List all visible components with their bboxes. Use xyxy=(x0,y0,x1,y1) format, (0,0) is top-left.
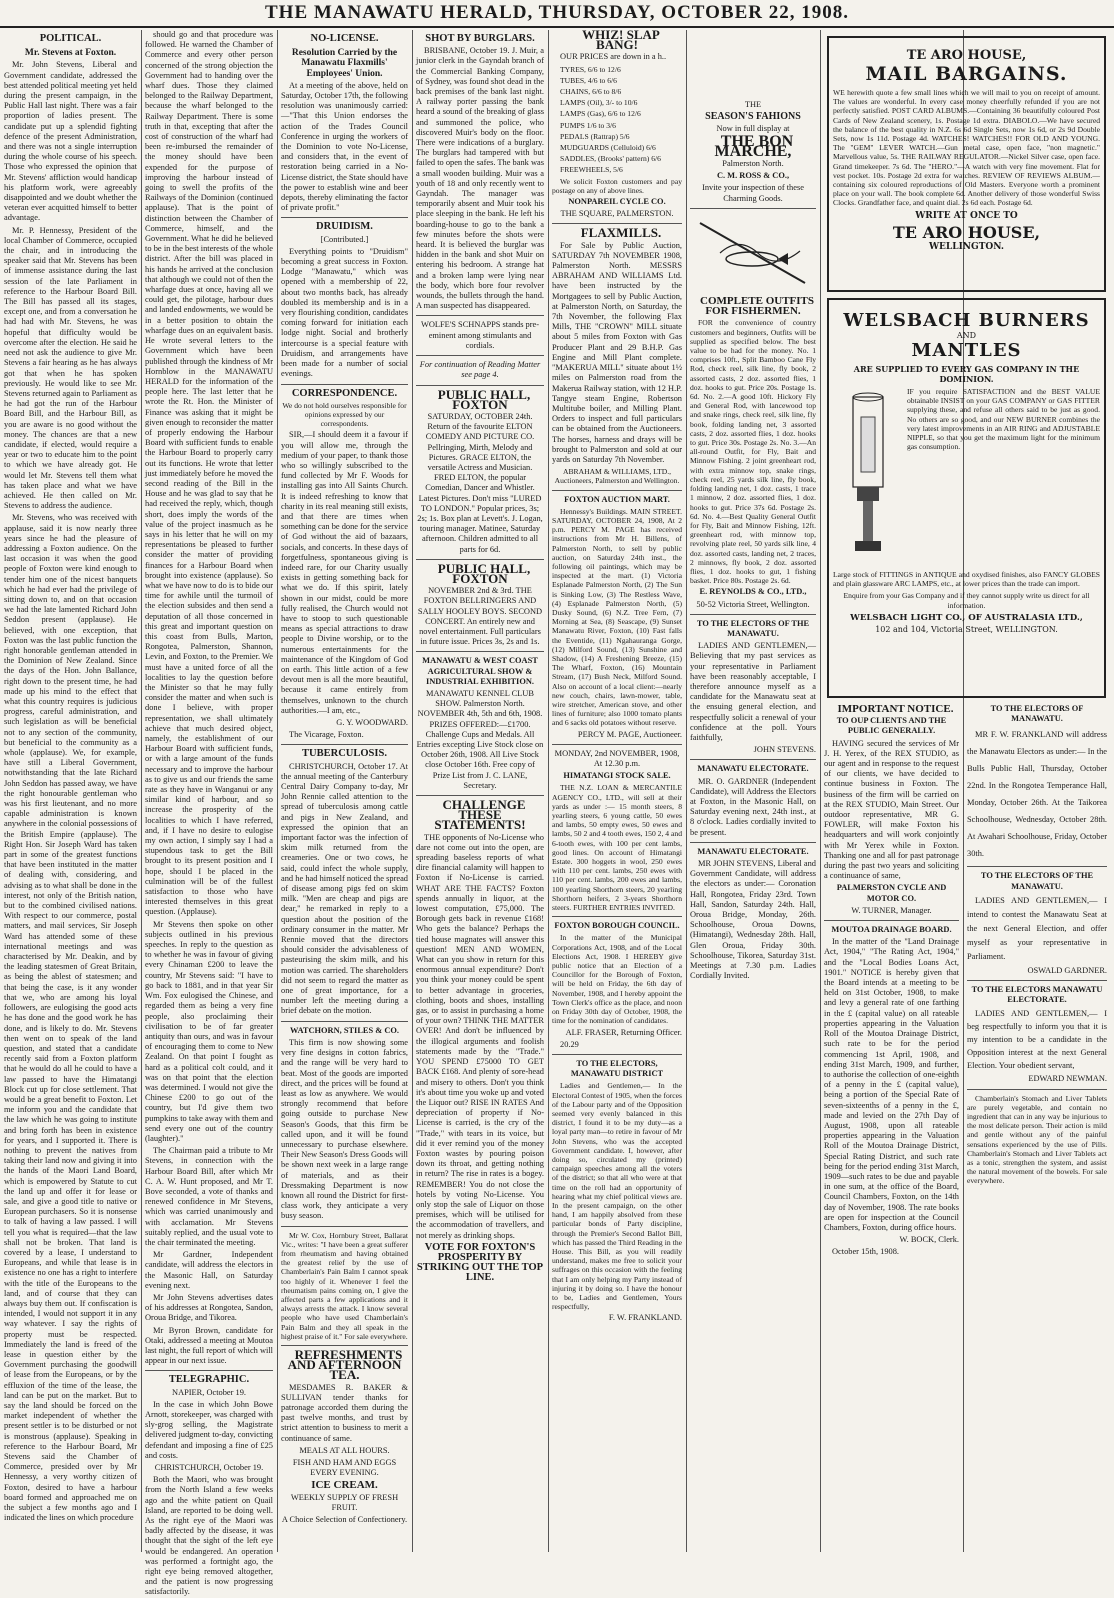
frankland-electors-heading: TO THE ELECTORS OF MANAWATU. xyxy=(990,704,1084,724)
notice-subheading: TO OUP CLIENTS AND THE PUBLIC GENERALLY. xyxy=(836,716,947,736)
flaxmills-sign: ABRAHAM & WILLIAMS, LTD., Auctioneers, Palmerston and Wellington. xyxy=(554,467,680,486)
notice-text: HAVING secured the services of Mr J. H. Yerex, of the REX STUDIO, as our agent and in response to the request of our clients, we have decided to continue business in Foxton. The business of the firm will be carried on at the REX STUDIO, Main Street. Our outdoor representative, MR G. FOWLER, will make Foxton his headquarters and will work conjointly with Mr Yerex while in Foxton. Thanking one and all for past patronage during the past two years and soliciting a continuance of same, xyxy=(824,738,959,881)
telegraphic-heading: TELEGRAPHIC. xyxy=(168,1374,250,1386)
price-item: PEDALS (Rattrap) 5/6 xyxy=(560,131,630,141)
column-1 xyxy=(4,30,137,1552)
no-license-subheading: Resolution Carried by the Manawatu Flaxmills' Employees' Union. xyxy=(291,48,398,79)
show-text: MANAWATU KENNEL CLUB SHOW. Palmerston North. NOVEMBER 4th, 5th and 6th, 1908. PRIZES OFFERED:—£1700. Challenge Cups and Medals. All Entries excepting Live Stock close on October 26th, 1908. All Live Stock close October 16th. Free copy of Prize List from J. C. LANE, Secretary. xyxy=(416,688,544,790)
whiz-note: We solicit Foxton customers and pay postage on any of above lines. xyxy=(552,176,682,195)
gardner-electors-text: LADIES AND GENTLEMEN,— I intend to contest the Manawatu Seat at the next General Election, and offer myself as your representative in Parliament. xyxy=(967,895,1107,961)
season-heading: SEASON'S FAHIONS xyxy=(705,111,801,123)
price-item: CHAINS, 6/6 to 8/6 xyxy=(560,87,622,97)
gardner-electors-sign: OSWALD GARDNER. xyxy=(1027,965,1107,975)
welsbach-heading: WELSBACH BURNERS xyxy=(843,310,1090,331)
no-license-para: At a meeting of the above, held on Saturday, October 17th, the following resolution was unanimously carried:—"That this Union endorses the action of the Trades Council Conference in urging the workers of the Dominion to vote No-License, and considers that, in the event of restoration being carried in a No-License district, the State should have the power to establish wine and beer depots, thereby eliminating the factor of private profit." xyxy=(281,80,408,213)
flaxmills-heading: FLAXMILLS. xyxy=(580,225,662,241)
gardner-electors-heading: TO THE ELECTORS OF THE MANAWATU. xyxy=(980,871,1094,891)
flaxmills-text: For Sale by Public Auction, SATURDAY 7th NOVEMBER 1908, Palmerston North. MESSRS ABRAHAM AND WILLIAMS Ltd. have been instructed by the Mortgagees to sell by Public Auction, at Palmerston North, on Saturday, the 7th November, the following Flax Mills, THE "CROWN" MILL situate about 5 miles from Foxton with Gas Producer Plant and 29 B.H.P. Gas Engine and Mill Plant complete. "MAKERUA MILL" situate about 1½ miles on Palmerston road from the Makerua Railway station, with 12 H.P. Tangye steam Engine, Robertson Multitube boiler, and Milling Plant. Orders to inspect and full particulars can be obtained from the Auctioneers. The horses, harness and drays will be brought to Palmerston and sold at our yards on Saturday 7th November. xyxy=(552,240,682,464)
newman-text: LADIES AND GENTLEMEN,— I beg respectfully to inform you that it is my intention to be a candidate in the Opposition interest at the next General Election. Your obedient servant, xyxy=(967,1009,1107,1071)
political-para: Mr. Stevens, who was received with applause, said it is now nearly three years since he had the pleasure of addressing a Foxton audience. On the last occasion it was when the good people of Foxton were kind enough to tender him one of the nicest banquets which he had ever had the privilege of sitting down to, and on that occasion we had the late lamented Richard John Seddon present (applause). He believed, with one exception, that Foxton was the last public function the right honorable gentleman attended in the Dominion of New Zealand. Since the days of the Hon. John Ballance, right down to the present time, he had made up his mind to the effect that what this country requires is judicious progress, careful administration, and such legislation as will be beneficial not to any section of the community, but beneficial to the community as a whole (applause). We, for example, have still a Liberal Government, notwithstanding that the late Richard John Seddon has passed away, we have the right honourable gentleman who was his first lieutenant, and no more capable administration is known anywhere in the colonial possessions of the British Empire (applause). The Right Hon. Sir Joseph Ward has taken part in some of the greatest functions that have been instituted in the matter of dealing with, considering, and advising as to what shall be done in the interest, not only of the British nation, but to the combined civilised nations. With respect to our commerce, postal matters, and mail services, Sir Joseph Ward has attended some of these international meetings and was characterised by Mr. Deakin, and by the leading statesmen of Great Britain, as being the ablest of statesmen; and that being the case, is it any wonder that we, who are among his loyal followers, are eulogising the good acts he has done and the good work he has done, and is likely to do. Mr. Stevens then went on to speak of the land question, and stated that a candidate recently said from a Foxton platform that he would do all he could to have a law passed to have the Himatangi Block cut up for close settlement. That would be a great benefit to Foxton. Let me inform you and the candidate that the law which he was going to institute and bring forth has been in existence for years, and I supported it. There is nothing to prevent the natives from taking their land now and giving it into the hands of the Maori Land Board, which is empowered by Statute to cut the land up and offer it for lease or sale, and give a good title to native or European purchasers. So it is nonsense to talk of having a law passed. I will tell you what is required—that the law shall not be broken. That land is covered by a lease, I understand to Europeans, and while that lease is in existence no one has a right to interfere with the title of the Europeans to the land, and of course that they can always buy them out. If confiscation is intended, I would not support it in any way whatever. I say the rights of property must be respected. Immediately the land is freed of the lease in question either by the Government purchasing the goodwill of lease from the Europeans, or by the effluxion of the time of the lease, the land can be put on the market. But to say the land should be forced on the market independent of whether the present settler is to be disturbed or not is monstrous (applause). Speaking in reference to the Harbour Board, Mr Stevens said the Chamber of Commerce, presided over by Mr Hennessy, a very worthy citizen of Foxton, desired to have a harbour board formed and approached me on the subject a few months ago and I indicated the lines on which procedure xyxy=(4,513,137,1523)
council-text: In the matter of the Municipal Corporations Act, 1908, and of the Local Elections Act, 1908. I HEREBY give public notice that an Election of a Councillor for the Borough of Foxton, will be held on Friday, the 6th day of November, 1908, and I hereby appoint the Town Clerk's office as the place, and noon on Friday 30th day of October, 1908, the time for the nomination of candidates. xyxy=(552,933,682,1026)
political-cont-para: Mr Stevens then spoke on other subjects outlined in his previous speeches. In reply to the question as to whether he was in favour of giving every Chinaman £200 to leave the country, Mr Stevens said: "I have to go back to 1881, and in that year Sir Wm. Fox eulogised the Chinese, and regarded them as being a very fine people, also proclaiming their civilisation to be of far greater antiquity than ours, and was in favour of encouraging them to come to New Zealand. On that point I fought as hard as a political colt could, and it was on that point that the election was determined. I would not give the Chinese £200 to go out of the country, but I'd give them two pumpkins to take away with them and send every one out of the country (laughter)." xyxy=(145,919,273,1143)
moutoa-text: In the matter of the "Land Drainage Act, 1904," "The Rating Act, 1904," and the "Local Bodies Loans Act, 1901." NOTICE is hereby given that the Board intends at a meeting to be held on 31st October, 1908, to make and levy a general rate of one farthing in the £ (capital value) on all rateable properties appearing in the Valuation Roll of the Moutoa Drainage District, such rate to be for the period commencing 1st April, 1908, and ending 31st March, 1909, and further, to authorise the collection of one-eighth of a penny in the £ (capital value), being a portion of the Special Rate of seven-sixteenths of a penny in the £, made and levied on the 27th Day of August, 1908, upon all rateable properties appearing in the Valuation Roll of the Moutoa Drainage District, Special Rating District, and such rate being for the period ending 31st March, 1909—such rates to be due and payable in one sum, at the office of the Board, Council Chambers, Foxton, on the 14th day of November, 1908. The rate books are open for inspection at the Council Chambers, Foxton, during office hours. xyxy=(824,937,959,1232)
welsbach-text-3: Enquire from your Gas Company and if they cannot supply write us direct for all information. xyxy=(843,591,1090,610)
political-cont-para: Mr Byron Brown, candidate for Otaki, addressed a meeting at Moutoa last night, the full report of which will appear in our next issue. xyxy=(145,1325,273,1366)
newman-heading: TO THE ELECTORS MANAWATU ELECTORATE. xyxy=(971,985,1103,1005)
telegraphic-para: In the case in which John Bowe Arnott, storekeeper, was charged with sly-grog selling, the Magistrate delivered judgment to-day, convicting defendant and imposing a fine of £25 and costs. xyxy=(145,1399,273,1460)
mail-bargains-text: WE herewith quote a few small lines which we will mail to you on receipt of amount. The values are wonderful. In every case money cheerfully refunded if you are not perfectly satisfied. POST CARD ALBUMS.—Containing 36 beautifully coloured Post Cards of New Zealand scenery, 1s. Postage 1d extra. DIABOLO.—We have secured the balance of the best quality in N.Z. 6s 6d Single Sets, now 1s 6d, or 2s 9d Double Sets, now 1s 11d. Postage 4d. WATCHES! WATCHES!! FOR OLD AND YOUNG. The "GEM" LEVER WATCH.—Gun metal case, open face, "non magnetic." Marvellous value, 5s. THE RAILWAY REGULATOR.—Nickel Silver case, open face. Grand timekeeper. 7s 6d. The "HERO."—A watch with very fine movement. Flat for vest pocket. 10s. Postage 2d extra for watches. REVIEW OF REVIEWS ALBUM.—containing six coloured reproductions of Old Masters. Everyone worth a prominent place on your wall. The book complete 6d. Another delivery of those wonderful Swiss Clocks. Grandfather face, and quaint dial. 2s 6d each. Postage 6d. xyxy=(833,88,1100,208)
welsbach-text-2: Large stock of FITTINGS in ANTIQUE and oxydised finishes, also FANCY GLOBES and plain glassware ARC LAMPS, etc., at lower prices than the trade can import. xyxy=(833,570,1100,589)
write-at-once: WRITE AT ONCE TO xyxy=(915,210,1018,221)
column-6 xyxy=(690,30,816,1552)
price-item: LAMPS (Gas), 6/6 to 12/6 xyxy=(560,109,641,119)
refreshments-line: MEALS AT ALL HOURS. xyxy=(299,1445,390,1455)
bon-marche-name: THE BON MARCHE, xyxy=(714,132,794,160)
continuation-note: For continuation of Reading Matter see page 4. xyxy=(419,360,541,380)
watchorn-text: This firm is now showing some very fine designs in cotton fabrics, and the range will be very hard to beat. Most of the goods are imported direct, and the prices will be found at least as low as anywhere. We would strongly recommend that before going outside to purchase New Season's Goods, that this firm be called upon, and it will be found unnecessary to purchase elsewhere. Their New Season's Dress Goods will be shown next week in a large range of materials, and as their Dressmaking Department is now known all round the District for first-class work, they anticipate a very busy season. xyxy=(281,1037,408,1221)
political-subheading: Mr. Stevens at Foxton. xyxy=(24,48,117,59)
welsbach-supplied: ARE SUPPLIED TO EVERY GAS COMPANY IN THE DOMINION. xyxy=(853,364,1080,384)
correspondence-note: We do not hold ourselves responsible for opinions expressed by our correspondents. xyxy=(282,400,407,429)
druidism-sub: [Contributed.] xyxy=(320,234,369,244)
masthead: THE MANAWATU HERALD, THURSDAY, OCTOBER 22, 1908. xyxy=(0,0,1114,28)
ross-name: C. M. ROSS & CO., xyxy=(716,171,790,181)
dateline: CHRISTCHURCH, October 19. xyxy=(154,1463,264,1473)
tuberculosis-para: CHRISTCHURCH, October 17. At the annual meeting of the Canterbury Central Dairy Company to-day, Mr John Rennie called attention to the spread of tuberculosis among cattle and pigs in New Zealand, and expressed the opinion that an important factor was the infection of skim milk returned from the creameries. One or two cows, he said, could infect the whole supply, and he had himself noticed the spread of disease among pigs fed on skim milk. "Men are cheap and pigs are dear," he remarked in reply to a question about the position of the ordinary consumer in the matter. Mr Rennie moved that the directors should consider the advisableness of pasteurising the skim milk, and his motion was carried. The shareholders did not seem to regard the matter as one of great importance, for a number left the meeting during a brief debate on the motion. xyxy=(281,761,408,1016)
stevens-heading: TO THE ELECTORS OF THE MANAWATU. xyxy=(696,618,810,638)
nonpareil-address: THE SQUARE, PALMERSTON. xyxy=(560,209,674,219)
political-para: Mr. P. Hennessy, President of the local Chamber of Commerce, occupied the chair, and in introducing the speaker said that Mr. Stevens has been of immense assistance during the last session of the late Parliament in reference to the Harbour Board Bill. The Bill has passed all its stages, except one, and from a conversation he had had with Mr. Stevens, he was hopeful that difficulty would be overcome after the election. He said he need not ask the audience to give Mr. Stevens a fair hearing as he has always got that when he has spoken previously. He would like to see Mr. Stevens returned again to Parliament as he had got the run of the Harbour Board Bill, and the Harbour Bill, as you are aware is no good without the money. The chances are that a new candidate, if elected, would require a year or two to educate him to the point to which we have already got. He would let Mr. Stevens tell them what has taken place and what we have achieved. He then called on Mr. Stevens to address the audience. xyxy=(4,225,137,511)
dateline: NAPIER, October 19. xyxy=(172,1387,246,1397)
notice-sign: PALMERSTON CYCLE AND MOTOR CO. xyxy=(836,883,947,903)
price-item: PUMPS 1/6 to 3/6 xyxy=(560,120,616,130)
column-3 xyxy=(281,30,408,1552)
welsbach-text: IF you require SATISFACTION and the BEST VALUE obtainable INSIST on your GAS COMPANY or GAS FITTER supplying these, and refuse all others said to be just as good. No others are so good, and our NEW BURNER combines the very latest improvements in an AIR RING and ADJUSTABLE NIPPLE, so that you get the maximum light for the minimum gas consumption. xyxy=(907,387,1100,452)
fishermen-heading: COMPLETE OUTFITS FOR FISHERMEN. xyxy=(700,295,814,318)
refreshments-line: WEEKLY SUPPLY OF FRESH FRUIT. xyxy=(290,1492,399,1512)
wolfe-text: WOLFE'S SCHNAPPS stands pre-eminent among stimulants and cordials. xyxy=(420,320,540,350)
hall-heading: PUBLIC HALL, FOXTON xyxy=(437,386,531,412)
frankland-electors-text: MR F. W. FRANKLAND will address the Manawatu Electors as under:— In the Bulls Public Hall, Thursday, October 22nd. In the Rongotea Temperance Hall, Monday, October 26th. At the Taikorea Schoolhouse, Wednesday, October 28th. At Awahari Schoolhouse, Friday, October 30th. xyxy=(967,730,1107,859)
te-aro-city: WELLINGTON. xyxy=(928,241,1005,252)
whiz-text: OUR PRICES are down in a h.. xyxy=(560,52,667,62)
price-item: SADDLES, (Brooks' pattern) 6/6 xyxy=(560,154,661,164)
correspondence-para: SIR,—I should deem it a favour if you will allow me, through the medium of your paper, to thank those who so willingly subscribed to the fund collected by Mr F. Woods for installing gas into All Saints Church. It is indeed refreshing to know that charity in its real meaning still exists, and that there are times when something can be done for the service of God without the aid of bazaars, socials, and concerts. In these days of forgetfulness, spontaneous giving is indeed rare, for our Charity usually exists in getting something back for what we do. If this spirit, lately shown in our midst, could be more fully realised, the Church would not have to stoop to such questionable means as special attractions to draw people to Divine worship, or to the numerous entertainments for the maintenance of the Kingdom of God on earth. This little action of a few devout men is all the more beautiful, because it came entirely from themselves, unknown to the church authorities.—I am, etc., xyxy=(281,430,408,715)
watchorn-name: WATCHORN, STILES & CO. xyxy=(290,1025,399,1035)
fishermen-text: FOR the convenience of country customers and beginners, Outfits will be supplied as specified below. The best value to be had for the money. No. 1 comprises 10ft., Split Bamboo Cane Fly Rod, check reel, silk line, fly book, 2 assorted casts, 2 doz. assorted flies, 1 doz. hooks to gut. Price 20s. Postage 1s. 6d. No. 2.—A good 10ft. Hickory Fly and General Rod, with lancewood top and snake rings, check reel, silk line, fly book, folding landing net, 3 assorted casts, 2 doz. assorted flies, 1 doz. hooks to gut. Price 30s. Postage 2s. No. 3.—An all-round Outfit, for Fly, Bait and Minnow Fishing. 2 joint greenheart rod, with extra minnow top, snake rings, check reel, 25 yards silk line, fly book, folding landing net, 1 doz. casts, 1 trace 1 minnow, 2 doz. assorted flies, 1 doz. hooks to gut. Price 37s 6d. Postage 2s. 6d. No. 4.—Best Quality General Outfit for Fly, Bait and Minnow Fishing, 12ft. greenheart rod, with minnow top, revolving plate reel, 50 yards silk line, 4 doz. assorted casts, landing net, 2 traces, 2 minnows, fly book, 2 doz. assorted flies, 1 doz. hooks to gut, 1 fishing basket. Price 80s. Postage 2s. 6d. xyxy=(690,318,816,586)
hall-text: SATURDAY, OCTOBER 24th. Return of the favourite ELTON COMEDY AND PICTURE CO. Pellringing, Mirth, Melody and Pictures. GRACE ELTON, the versatile Actress and Musician. FRED ELTON, the popular Comedian, Dancer and Whistler. Latest Pictures. Don't miss "LURED TO LONDON." Popular prices, 3s; 2s; 1s. Box plan at Levett's. J. Logan, touring manager. Matinee, Saturday afternoon. Children admitted to all parts for 6d. xyxy=(417,411,543,554)
season-the: THE xyxy=(744,100,762,109)
political-cont-para: should go and that procedure was followed. He warned the Chamber of Commerce and every other person concerned of the strong objection the Government had to handing over the wharf dues. Those they claimed belonged to the Railway Department, because the wharf belonged to the Railway Department. There is some truth in that, excepting that after the cost of construction of the wharf had been re-imbursed the remainder of the money should have been expended for the purpose of improving the harbour instead of going to swell the profits of the Railways of the Dominion (continued applause). That is the point of distinction between the Chamber of Commerce, himself, and the Government. What he did he believed to be in the best interests of the whole district. After the bill was placed in his hands he arrived at the conclusion that although we could not of then the wharfage dues at once, having all we could get, the pilotage, harbour dues and landed endowments, we would be in a better position to obtain the wharfage dues on an equivalent basis. He wrote several letters to the Government which have been published through the kindness of Mr Hornblow in the MANAWATU HERALD for the information of the people here. The last letter that he wrote the Rt. Hon. the Minister of Finance was asking that it might be given enough to reconsider the matter of properly endowing the Harbour Board with sufficient funds to enable the Harbour Board to properly carry out its functions. He wrote that letter just immediately before he moved the second reading of the Bill in the House and he was glad to say that he had received the reply, which, though short, does imply the words of the value of the project inasmuch as he says in his letter that he will on my representations be pleased to further consider the matter of providing finances for a Harbour Board when brought into existence (applause). So what we have now to do is to bide our time for awhile until the turmoil of the election subsides and then send a deputation of all those concerned in this great and important question on this coast from Bulls, Marton, Rongotea, Palmerston, Shannon, Levin, and Foxton, to the Premier. We must have a united force of all the localities to lay the question before the Minister so that he may fully consider the matter and when such is done I believe, with proper representation, we shall ultimately achieve that much desired object, namely, the establishment of our Harbour Board with sufficient funds, or with a large amount of the funds necessary and to improve the harbour as to give us and our friends the same rate as they have in Wanganui or any similar kind of harbour, and so increase the prosperity of the localities to which I have referred, and, if I have no desire to eulogise my own action, I simply say I had a stupendous task to get the Bill brought to its present position and I hope, should I be placed in the culmination will be of the fullest satisfaction to those who have interested themselves in this great question. (Applause). xyxy=(145,30,273,917)
moutoa-heading: MOUTOA DRAINAGE BOARD. xyxy=(831,925,952,935)
moutoa-sign: W. BOCK, Clerk. xyxy=(899,1235,959,1245)
council-date: 20.29 xyxy=(560,1039,579,1049)
stock-text: THE N.Z. LOAN & MERCANTILE AGENCY CO., LTD., will sell at their yards as under :— 15 month steers, 8 yearling steers, 6 young cattle, 50 ewes and lambs, 50 empty ewes, 50 ewes and lambs, 50 2 and 4 tooth ewes, 150 2, 4 and 6-tooth ewes, with 100 per cent lambs, good lines. On account of Himatangi Estate. 300 hoggets in wool, 250 ewes with 110 per cent. lambs, 250 ewes with 110 per cent. lambs, 200 ewes and lambs, 100 yearling Shorthorn steers, 20 yearling Shorthorn heifers, 2 3-years Shorthorn steers. FURTHER ENTRIES INVITED. xyxy=(552,783,682,913)
reynolds-address: 50-52 Victoria Street, Wellington. xyxy=(696,599,810,609)
political-cont-para: Mr Gardner, Independent candidate, will address the electors in the Masonic Hall, on Saturday evening next. xyxy=(145,1250,273,1290)
challenge-heading: CHALLENGE THESE STATEMENTS! xyxy=(434,797,526,833)
gas-lamp-illustration xyxy=(833,387,903,567)
price-item: LAMPS (Oil), 3/- to 10/6 xyxy=(560,98,638,108)
political-para: Mr. John Stevens, Liberal and Government candidate, addressed the best attended political meeting yet held during the present campaign, in the Public Hall last night. There was a fair proportion of ladies present. The candidate put up a splendid fighting defence of the present Administration, and there was not a single interruption during the whole course of his speech. Those who expressed the opinion that Mr. Stevens' affliction would handicap his platform work, were agreeably disappointed and we doubt whether the veteran ever acquitted himself to better advantage. xyxy=(4,60,137,223)
notice-sign-2: W. TURNER, Manager. xyxy=(851,905,932,915)
council-heading: FOXTON BOROUGH COUNCIL. xyxy=(554,921,680,931)
frankland-sign: F. W. FRANKLAND. xyxy=(608,1313,682,1323)
price-item: MUDGUARDS (Celluloid) 6/6 xyxy=(560,143,656,153)
welsbach-ad xyxy=(827,298,1106,698)
whiz-heading: WHIZ! SLAP BANG! xyxy=(582,27,660,53)
gardner-heading: MANAWATU ELECTORATE. xyxy=(697,764,809,774)
telegraphic-para: Both the Maori, who was brought from the North Island a few weeks ago and the white patient on Quail Island, are reported to be doing well. As the right eye of the Maori was badly affected by the disease, it was thought that the sight of the left eye would be endangered. An operation was performed a fortnight ago, the right eye being removed altogether, and the patient is now progressing satisfactorily. xyxy=(145,1475,273,1597)
fishing-rod-illustration xyxy=(690,213,816,293)
column-7 xyxy=(824,704,959,1552)
mail-bargains-heading: MAIL BARGAINS. xyxy=(865,63,1068,85)
price-item: TUBES, 4/6 to 6/6 xyxy=(560,75,617,85)
reynolds-name: E. REYNOLDS & CO., LTD., xyxy=(699,587,807,597)
ross-text: Invite your inspection of these Charming Goods. xyxy=(702,183,804,203)
stock-heading: HIMATANGI STOCK SALE. xyxy=(563,771,671,781)
column-8 xyxy=(967,704,1107,1552)
mart-heading: FOXTON AUCTION MART. xyxy=(564,494,670,504)
hall2-heading: PUBLIC HALL, FOXTON xyxy=(437,560,531,586)
moutoa-date: October 15th, 1908. xyxy=(832,1247,899,1257)
te-aro-name: TE ARO HOUSE, xyxy=(906,48,1027,63)
stock-date: MONDAY, 2nd NOVEMBER, 1908, At 12.30 p.m. xyxy=(554,748,680,769)
refreshments-line: A Choice Selection of Confectionery. xyxy=(281,1515,408,1525)
js-heading: MANAWATU ELECTORATE. xyxy=(697,846,809,856)
price-item: TYRES, 6/6 to 12/6 xyxy=(560,64,621,74)
refreshments-line: ICE CREAM. xyxy=(311,1479,378,1492)
column-2 xyxy=(145,30,273,1597)
te-aro-name-2: TE ARO HOUSE, xyxy=(892,222,1041,242)
column-5 xyxy=(552,27,682,1552)
correspondence-heading: CORRESPONDENCE. xyxy=(291,387,398,399)
season-text: Now in full display at xyxy=(716,124,790,134)
frankland-heading: TO THE ELECTORS, MANAWATU DISTRICT xyxy=(570,1058,664,1079)
refreshments-heading: REFRESHMENTS AND AFTERNOON TEA. xyxy=(287,1346,403,1383)
stevens-letter: LADIES AND GENTLEMEN,— Believing that my past services as your representative in Parliament have been reasonably acceptable, I therefore announce myself as a candidate for the Manawatu seat at the ensuing general election, and respectfully solicit a renewal of your confidence at the poll. Yours faithfully, xyxy=(690,641,816,742)
correspondence-place: The Vicarage, Foxton. xyxy=(289,730,364,740)
column-4 xyxy=(416,30,544,1552)
druidism-heading: DRUIDISM. xyxy=(316,221,373,233)
stevens-sign: JOHN STEVENS. xyxy=(753,745,816,755)
welsbach-mantles: MANTLES xyxy=(911,340,1022,361)
js-text: MR JOHN STEVENS, Liberal and Government Candidate, will address the electors as under:— Coronation Hall, Rongotea, Friday 23rd. Town Hall, Sandon, Saturday 24th. Hall, Oroua Bridge, Monday, 26th. Schoolhouse, Oroua Downs, (Himatangi), Wednesday 28th. Hall, Glen Oroua, Friday 30th. Schoolhouse, Tikorea, Saturday 31st. Meetings at 7.30 p.m. Ladies Cordially Invited. xyxy=(690,859,816,981)
shot-heading: SHOT BY BURGLARS. xyxy=(425,33,535,44)
refreshments-line: FISH AND HAM AND EGGS EVERY EVENING. xyxy=(292,1458,397,1478)
shot-para: BRISBANE, October 19. J. Muir, a junior clerk in the Gayndah branch of the Commercial Banking Company, of Sydney, was found shot dead in the back premises of the bank last night. A railway porter passing the bank heard a sound of the breaking of glass and summoned the police, who discovered Muir's body on the floor. There were indications of a burglary. The burglars had tampered with but failed to open the safes. The bank was a small wooden building. Muir was a youth of 18 and only recently went to Gayndah. The manager was temporarily absent and Muir took his place sleeping in the bank. He left his boarding-house to go to the bank a few minutes before the shots were heard. It is believed the burglar was hidden in the bank and shot Muir on entering his bedroom. A strange hat and a broken lamp were lying near the body, which bore four revolver wounds, the bullets through the hand. A man suspected has disappeared. xyxy=(416,46,544,311)
chamberlain-text: Chamberlain's Stomach and Liver Tablets are purely vegetable, and contain no ingredient that can in any way be injurious to the most delicate person. Their action is mild and gentle without any of the painful sensations experienced by the use of Pills. Chamberlain's Stomach and Liver Tablets act as a tonic, strengthen the system, and assist the natural movement of the bowels. For sale everywhere. xyxy=(967,1093,1107,1186)
gardner-text: MR. O. GARDNER (Independent Candidate), will Address the Electors at Foxton, in the Masonic Hall, on Saturday evening next, 24th inst., at 8 o'clock. Ladies cordially invited to be present. xyxy=(690,776,816,837)
political-cont-para: The Chairman paid a tribute to Mr Stevens, in connection with the Harbour Board Bill, after which Mr C. A. W. Hunt proposed, and Mr T. Bove seconded, a vote of thanks and renewed confidence in Mr Stevens, which was carried unanimously and with acclamation. Mr Stevens suitably replied, and the usual vote to the chair terminated the meeting. xyxy=(145,1146,273,1247)
refreshments-text: MESDAMES R. BAKER & SULLIVAN tender thanks for patronage accorded them during the past twelve months, and trust by strict attention to business to merit a continuance of same. xyxy=(281,1382,408,1443)
welsbach-company: WELSBACH LIGHT CO., OF AUSTRALASIA LTD., xyxy=(850,612,1083,623)
hall2-text: NOVEMBER 2nd & 3rd. THE FOXTON BELLRINGERS AND SALLY HOOLEY BOYS. SECOND CONCERT. An entirely new and novel entertainment. Full particulars in future issue. Prices 3s, 2s and 1s. xyxy=(417,586,543,647)
welsbach-and: AND xyxy=(956,331,977,340)
council-sign: ALF. FRASER, Returning Officer. xyxy=(565,1027,682,1037)
pain-balm-text: Mr W. Cox, Hornbury Street, Ballarat Vic., writes: "I have been a great sufferer from rheumatism and having obtained the greatest relief by the use of Chamberlain's Pain Balm I cannot speak too highly of it. Whenever I feel the rheumatism pains coming on, I give the affected parts a few applications and it always arrests the attack. I know several people who have used Chamberlain's Pain Balm and they all speak in the highest praise of it." For sale everywhere. xyxy=(281,1230,408,1341)
challenge-text: THE opponents of No-License who dare not come out into the open, are spreading baseless reports of what dire financial calamity will happen to Foxton if No-License is carried. WHAT ARE THE FACTS? Foxton spends annually in liquor, at the lowest computation, £75,000. The Borough gets back in revenue £168! Who gets the balance? Perhaps the tied house magnates will answer this question! MEN AND WOMEN, What can you show in return for this enormous annual expenditure? Don't you think your money could be spent to better advantage in groceries, clothing, boots and shoes, installing gas, or to assist in purchasing a home of your own? THINK THE MATTER OVER! And don't be influenced by the illogical arguments and foolish statements made by the "Trade." YOU SPEND £75000 TO GET BACK £168. And plenty of sore-head and misery to others. Don't you think it's about time you woke up and voted the Liquor out? RISE IN RATES And depreciation of property if No-License is carried, is the cry of the "Trade," with tears in its voice, but did it ever remind you of the money Foxton wastes by pouring poison down its throat, and getting nothing in return? The rise in rates is a bogey. REMEMBER! You do not close the hotels by voting No-License. You only stop the sale of Liquor on those premises, which will be utilised for the accommodation of travellers, and not merely as drinking shops. xyxy=(416,832,544,1240)
newman-sign: EDWARD NEWMAN. xyxy=(1028,1074,1107,1084)
te-aro-ad xyxy=(827,36,1106,292)
price-item: FREEWHEELS, 5/6 xyxy=(560,165,623,175)
nonpareil-name: NONPAREIL CYCLE CO. xyxy=(568,197,666,207)
bon-marche-address: Palmerston North. xyxy=(722,159,784,169)
welsbach-address: 102 and 104, Victoria Street, WELLINGTON. xyxy=(875,624,1058,634)
correspondence-sign: G. Y. WOODWARD. xyxy=(336,718,408,727)
vote-text: VOTE FOR FOXTON'S PROSPERITY BY STRIKING OUT THE TOP LINE. xyxy=(416,1241,544,1284)
political-heading: POLITICAL. xyxy=(39,33,102,44)
mart-text: Hennessy's Buildings. MAIN STREET. SATURDAY, OCTOBER 24, 1908, At 2 p.m. PERCY M. PAGE has received instructions from Mr H. Billens, of Palmerston North, to sell by public auction, on Saturday 24th inst., the following oil paintings, which may be inspected at the mart. (1) Victoria Esplanade Palmerston North, (2) The Sun is Sinking Low, (3) The Restless Wave, (4) Esplanade Palmerston North, (5) Dusky Sound, (6) N.Z. Tree Fern, (7) Morning at Sea, (8) Seascape, (9) Sunset Manawatu River, Foxton, (10) Fast falls the Eventide, (11) Ngahauranga Gorge, (12) Milford Sound, (13) Sunshine and Shadow, (14) A Freshening Breeze, (15) The Wharf, Foxton, (16) Mountain Stream, (17) Bush Neck, Milford Sound. Also on account of a local client:—nearly new couch, chairs, lawn-mower, table, wire stretcher, American stove, and other lines of furniture; also 1000 tomato plants and 6 sacks old potatoes without reserve. xyxy=(552,506,682,728)
notice-heading: IMPORTANT NOTICE. xyxy=(837,703,954,715)
political-cont-para: Mr John Stevens advertises dates of his addresses at Rongotea, Sandon, Oroua Bridge, and Tikorea. xyxy=(145,1292,273,1323)
mart-sign: PERCY M. PAGE, Auctioneer. xyxy=(577,729,682,739)
druidism-para: Everything points to "Druidism" becoming a great success in Foxton. Lodge "Manawatu," which was opened with a membership of 22, about two months back, has already doubled its membership and is in a very flourishing condition, candidates coming forward for initiation each lodge night. Social and brotherly intercourse is a special feature with Druidism, and arrangements have been made for a number of social evenings. xyxy=(281,246,408,379)
frankland-letter: Ladies and Gentlemen,— In the Electoral Contest of 1905, when the forces of the Labour party and of the Opposition seemed very evenly balanced in this district, I found it to be my duty—as a loyal party man—to retire in favour of Mr John Stevens, who was the accepted Government candidate. I, however, after doing so, circulated my (printed) campaign speeches among all the voters of the district; so that all who were at that time on the roll had an opportunity of hearing what my chief political views are. In the present campaign, on the other hand, I am happily absolved from these particular bonds of Party discipline, through the Premier's Second Ballot Bill, which has passed the Third Reading in the House. This Bill, as you will readily understand, makes me free to solicit your suffrages on this occasion with the feeling that I am only helping my Party instead of injuring it by doing so. I have the honour to be, Ladies and Gentlemen, Yours respectfully, xyxy=(552,1081,682,1312)
show-heading: MANAWATU & WEST COAST AGRICULTURAL SHOW & INDUSTRIAL EXHIBITION. xyxy=(422,656,538,686)
tuberculosis-heading: TUBERCULOSIS. xyxy=(302,748,387,760)
no-license-heading: NO-LICENSE. xyxy=(310,33,379,44)
